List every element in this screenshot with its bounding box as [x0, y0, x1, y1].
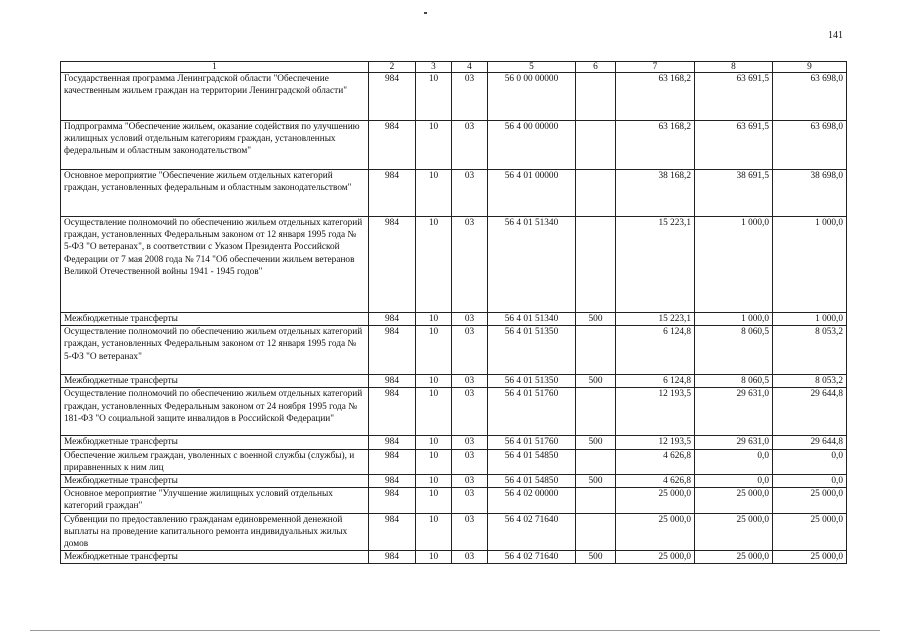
- row-cell: 984: [369, 475, 416, 488]
- row-cell: 56 4 02 71640: [488, 513, 576, 551]
- row-cell: 4 626,8: [616, 475, 695, 488]
- page-number: 141: [828, 30, 843, 41]
- row-description: Обеспечение жильем граждан, уволенных с военной службы (службы), и приравненных к ним лиц: [61, 449, 369, 474]
- row-cell: [576, 121, 616, 170]
- row-cell: 984: [369, 313, 416, 326]
- row-cell: 25 000,0: [616, 513, 695, 551]
- col-header: 7: [616, 62, 695, 73]
- row-cell: 29 644,8: [773, 436, 847, 449]
- row-cell: 25 000,0: [773, 513, 847, 551]
- row-cell: 03: [452, 513, 488, 551]
- row-description: Основное мероприятие "Улучшение жилищных условий отдельных категорий граждан": [61, 488, 369, 513]
- col-header: 2: [369, 62, 416, 73]
- col-header: 1: [61, 62, 369, 73]
- row-cell: 03: [452, 475, 488, 488]
- row-cell: 10: [416, 217, 452, 313]
- row-cell: 984: [369, 73, 416, 121]
- row-description: Межбюджетные трансферты: [61, 313, 369, 326]
- row-description: Осуществление полномочий по обеспечению жильем отдельных категорий граждан, установленных Федеральным законом от 12 января 1995 года № 5-ФЗ "О ветеранах": [61, 326, 369, 375]
- row-cell: 38 698,0: [773, 170, 847, 217]
- row-cell: 10: [416, 551, 452, 564]
- row-cell: 63 691,5: [695, 121, 773, 170]
- table-row: [61, 170, 847, 217]
- row-cell: 03: [452, 375, 488, 388]
- row-cell: 500: [576, 313, 616, 326]
- table-row: [61, 388, 847, 436]
- row-cell: 6 124,8: [616, 375, 695, 388]
- row-description: Субвенции по предоставлению гражданам единовременной денежной выплаты на проведение капитального ремонта индивидуальных жилых домов: [61, 513, 369, 551]
- row-cell: 56 4 01 51760: [488, 388, 576, 436]
- row-cell: 63 698,0: [773, 121, 847, 170]
- row-cell: 38 691,5: [695, 170, 773, 217]
- row-cell: 56 4 01 51340: [488, 313, 576, 326]
- table-row: [61, 551, 847, 564]
- row-cell: 500: [576, 436, 616, 449]
- row-cell: 984: [369, 388, 416, 436]
- row-description: Осуществление полномочий по обеспечению жильем отдельных категорий граждан, установленных Федеральным законом от 12 января 1995 года № 5-ФЗ "О ветеранах", в соответствии с Указом Президента Российской Федерации от 7 мая 2008 года № 714 "Об обеспечении жильем ветеранов Великой Отечественной войны 1941 - 1945 годов": [61, 217, 369, 313]
- row-cell: 10: [416, 375, 452, 388]
- row-cell: 500: [576, 551, 616, 564]
- col-header: 5: [488, 62, 576, 73]
- row-cell: 03: [452, 551, 488, 564]
- row-cell: [576, 513, 616, 551]
- col-header: 6: [576, 62, 616, 73]
- row-cell: 984: [369, 170, 416, 217]
- row-cell: 03: [452, 326, 488, 375]
- row-cell: 25 000,0: [616, 488, 695, 513]
- row-cell: 63 168,2: [616, 73, 695, 121]
- row-cell: 63 168,2: [616, 121, 695, 170]
- col-header: 9: [773, 62, 847, 73]
- row-cell: 25 000,0: [695, 488, 773, 513]
- row-cell: 56 4 01 54850: [488, 449, 576, 474]
- row-cell: 8 053,2: [773, 326, 847, 375]
- row-cell: 15 223,1: [616, 313, 695, 326]
- row-cell: [576, 449, 616, 474]
- row-cell: 03: [452, 170, 488, 217]
- row-cell: 10: [416, 488, 452, 513]
- row-cell: 984: [369, 488, 416, 513]
- row-cell: [576, 388, 616, 436]
- row-cell: 56 4 01 51760: [488, 436, 576, 449]
- row-cell: 25 000,0: [695, 513, 773, 551]
- row-cell: 984: [369, 551, 416, 564]
- row-cell: 03: [452, 73, 488, 121]
- table-row: [61, 513, 847, 551]
- row-cell: 56 4 01 00000: [488, 170, 576, 217]
- row-cell: 10: [416, 475, 452, 488]
- header-row: [61, 62, 847, 73]
- table-row: [61, 436, 847, 449]
- row-cell: 03: [452, 217, 488, 313]
- row-cell: [576, 326, 616, 375]
- row-cell: 15 223,1: [616, 217, 695, 313]
- row-cell: 25 000,0: [616, 551, 695, 564]
- row-cell: 29 644,8: [773, 388, 847, 436]
- row-cell: 10: [416, 73, 452, 121]
- row-cell: 03: [452, 121, 488, 170]
- row-cell: 63 691,5: [695, 73, 773, 121]
- row-cell: 56 4 00 00000: [488, 121, 576, 170]
- row-cell: 984: [369, 326, 416, 375]
- row-cell: [576, 217, 616, 313]
- col-header: 3: [416, 62, 452, 73]
- budget-table: [60, 61, 847, 564]
- table-row: [61, 488, 847, 513]
- row-cell: 56 4 01 51340: [488, 217, 576, 313]
- row-description: Основное мероприятие "Обеспечение жильем отдельных категорий граждан, установленных федеральным и областным законодательством": [61, 170, 369, 217]
- table-row: [61, 326, 847, 375]
- row-cell: 10: [416, 449, 452, 474]
- row-cell: 0,0: [773, 449, 847, 474]
- row-cell: [576, 73, 616, 121]
- row-cell: 03: [452, 449, 488, 474]
- row-cell: 8 053,2: [773, 375, 847, 388]
- row-cell: 03: [452, 436, 488, 449]
- row-cell: 0,0: [695, 475, 773, 488]
- row-cell: 38 168,2: [616, 170, 695, 217]
- row-cell: 25 000,0: [773, 488, 847, 513]
- col-header: 8: [695, 62, 773, 73]
- row-cell: 1 000,0: [773, 217, 847, 313]
- row-cell: 56 4 01 54850: [488, 475, 576, 488]
- row-cell: 25 000,0: [773, 551, 847, 564]
- row-description: Межбюджетные трансферты: [61, 436, 369, 449]
- row-description: Межбюджетные трансферты: [61, 375, 369, 388]
- row-cell: 1 000,0: [695, 313, 773, 326]
- row-cell: [576, 488, 616, 513]
- row-cell: 56 4 01 51350: [488, 326, 576, 375]
- row-cell: [576, 170, 616, 217]
- table-row: [61, 475, 847, 488]
- row-cell: 500: [576, 375, 616, 388]
- row-description: Межбюджетные трансферты: [61, 551, 369, 564]
- row-cell: 1 000,0: [773, 313, 847, 326]
- table-row: [61, 375, 847, 388]
- row-cell: 12 193,5: [616, 388, 695, 436]
- row-cell: 6 124,8: [616, 326, 695, 375]
- row-cell: 10: [416, 121, 452, 170]
- row-cell: 0,0: [773, 475, 847, 488]
- row-cell: 984: [369, 436, 416, 449]
- row-cell: 984: [369, 513, 416, 551]
- row-cell: 10: [416, 313, 452, 326]
- row-cell: 8 060,5: [695, 326, 773, 375]
- row-cell: 29 631,0: [695, 436, 773, 449]
- scan-mark: [424, 12, 427, 14]
- bottom-rule: [30, 630, 880, 631]
- row-cell: 984: [369, 375, 416, 388]
- row-cell: 56 0 00 00000: [488, 73, 576, 121]
- row-description: Подпрограмма "Обеспечение жильем, оказание содействия по улучшению жилищных условий отдельным категориям граждан, установленных федеральным и областным законодательством": [61, 121, 369, 170]
- row-cell: 56 4 02 00000: [488, 488, 576, 513]
- row-description: Осуществление полномочий по обеспечению жильем отдельных категорий граждан, установленных Федеральным законом от 24 ноября 1995 года № 181-ФЗ "О социальной защите инвалидов в Российской Федерации": [61, 388, 369, 436]
- row-cell: 10: [416, 513, 452, 551]
- row-cell: 1 000,0: [695, 217, 773, 313]
- row-description: Межбюджетные трансферты: [61, 475, 369, 488]
- row-cell: 12 193,5: [616, 436, 695, 449]
- row-description: Государственная программа Ленинградской области "Обеспечение качественным жильем граждан на территории Ленинградской области": [61, 73, 369, 121]
- row-cell: 56 4 02 71640: [488, 551, 576, 564]
- row-cell: 0,0: [695, 449, 773, 474]
- row-cell: 4 626,8: [616, 449, 695, 474]
- row-cell: 63 698,0: [773, 73, 847, 121]
- row-cell: 10: [416, 436, 452, 449]
- table-row: [61, 449, 847, 474]
- row-cell: 56 4 01 51350: [488, 375, 576, 388]
- table-row: [61, 121, 847, 170]
- row-cell: 03: [452, 388, 488, 436]
- row-cell: 10: [416, 170, 452, 217]
- table-row: [61, 313, 847, 326]
- row-cell: 8 060,5: [695, 375, 773, 388]
- row-cell: 984: [369, 449, 416, 474]
- row-cell: 984: [369, 121, 416, 170]
- table-row: [61, 217, 847, 313]
- row-cell: 10: [416, 326, 452, 375]
- table-row: [61, 73, 847, 121]
- row-cell: 03: [452, 488, 488, 513]
- row-cell: 10: [416, 388, 452, 436]
- row-cell: 03: [452, 313, 488, 326]
- row-cell: 25 000,0: [695, 551, 773, 564]
- row-cell: 500: [576, 475, 616, 488]
- col-header: 4: [452, 62, 488, 73]
- row-cell: 984: [369, 217, 416, 313]
- row-cell: 29 631,0: [695, 388, 773, 436]
